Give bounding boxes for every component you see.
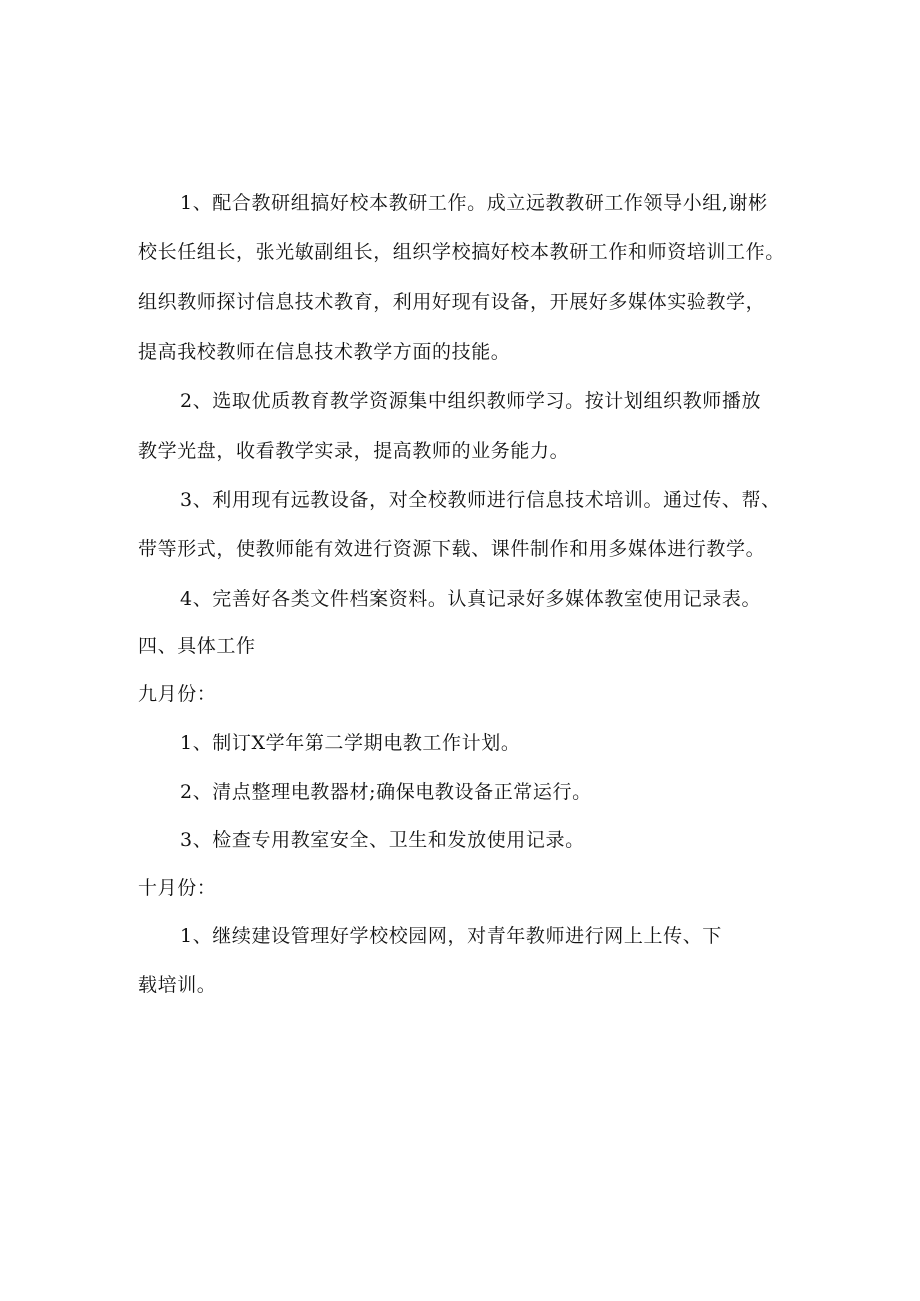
text-line: 2、选取优质教育教学资源集中组织教师学习。按计划组织教师播放 — [180, 390, 762, 412]
text-line: 组织教师探讨信息技术教育，利用好现有设备，开展好多媒体实验教学， — [138, 291, 766, 313]
text-line: 3、检查专用教室安全、卫生和发放使用记录。 — [180, 829, 585, 851]
month-heading: 九月份： — [138, 683, 217, 705]
text-line: 提高我校教师在信息技术教学方面的技能。 — [138, 341, 511, 363]
text-line: 3、利用现有远教设备，对全校教师进行信息技术培训。通过传、帮、 — [180, 489, 781, 511]
text-line: 1、制订X学年第二学期电教工作计划。 — [180, 732, 521, 754]
text-line: 教学光盘，收看教学实录，提高教师的业务能力。 — [138, 440, 570, 462]
section-heading: 四、具体工作 — [138, 635, 256, 657]
text-line: 1、配合教研组搞好校本教研工作。成立远教教研工作领导小组,谢彬 — [180, 192, 768, 214]
text-line: 2、清点整理电教器材;确保电教设备正常运行。 — [180, 781, 592, 803]
month-heading: 十月份： — [138, 877, 217, 899]
text-line: 带等形式，使教师能有效进行资源下载、课件制作和用多媒体进行教学。 — [138, 538, 766, 560]
text-line: 校长任组长，张光敏副组长，组织学校搞好校本教研工作和师资培训工作。 — [138, 241, 785, 263]
text-line: 4、完善好各类文件档案资料。认真记录好多媒体教室使用记录表。 — [180, 588, 762, 610]
text-line: 载培训。 — [138, 974, 217, 996]
text-line: 1、继续建设管理好学校校园网，对青年教师进行网上上传、下 — [180, 925, 722, 947]
